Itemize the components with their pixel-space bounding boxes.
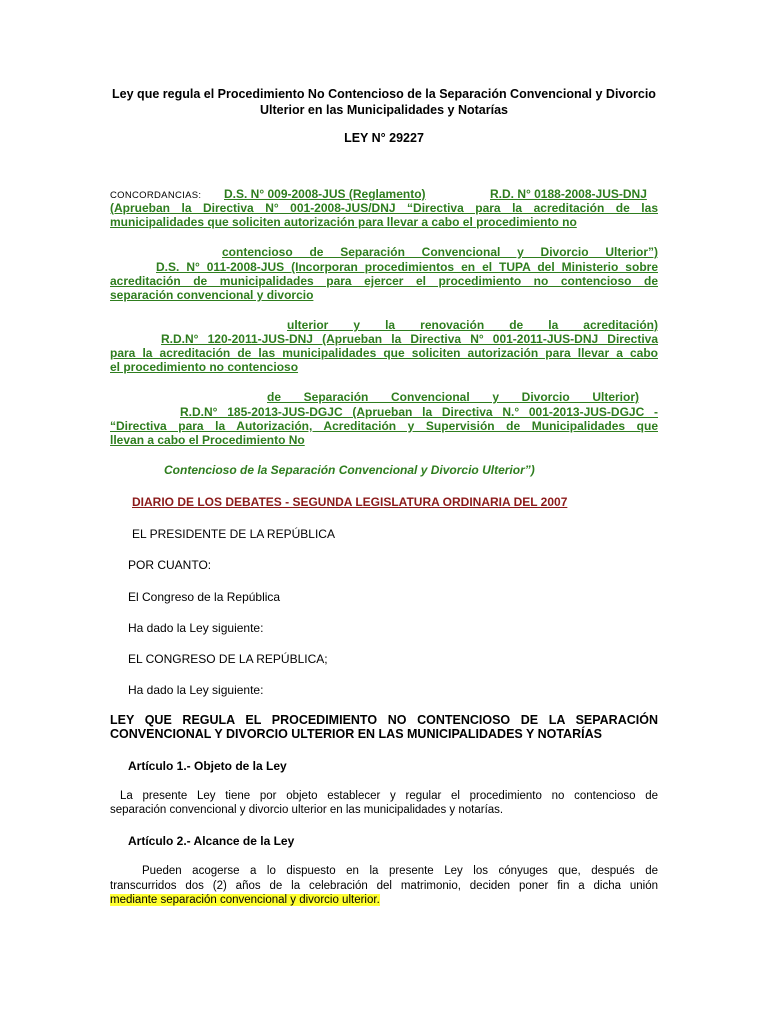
article-2-line3-highlighted: mediante separación convencional y divorcio ulterior. — [110, 894, 380, 906]
article-2-heading: Artículo 2.- Alcance de la Ley — [128, 834, 295, 848]
concordancia-link-rdn-120-line1[interactable]: R.D.N° 120-2011-JUS-DNJ (Aprueban la Directiva N° 001-2011-JUS-DNJ Directiva — [161, 332, 658, 346]
presidente-heading: EL PRESIDENTE DE LA REPÚBLICA — [132, 527, 335, 541]
article-1-line1: La presente Ley tiene por objeto establecer y regular el procedimiento no contencioso de — [120, 790, 658, 802]
concordancia-link-rdn-120-line2[interactable]: para la acreditación de las municipalidades que soliciten autorización para llevar a cabo — [110, 346, 658, 360]
ha-dado-la-ley-2: Ha dado la Ley siguiente: — [128, 683, 264, 697]
diario-debates-link[interactable]: DIARIO DE LOS DEBATES - SEGUNDA LEGISLATURA ORDINARIA DEL 2007 — [132, 495, 568, 509]
concordancia-link-rd-0188-line4[interactable]: contencioso de Separación Convencional y Divorcio Ulterior”) — [222, 245, 658, 259]
concordancia-link-rdn-120-line3[interactable]: el procedimiento no contencioso — [110, 360, 299, 374]
concordancia-link-rdn-185-line4[interactable]: Contencioso de la Separación Convencional y Divorcio Ulterior”) — [164, 463, 535, 477]
concordancia-link-rdn-185-line1[interactable]: R.D.N° 185-2013-JUS-DGJC (Aprueban la Directiva N.° 001-2013-JUS-DGJC - — [180, 405, 658, 419]
ha-dado-la-ley-1: Ha dado la Ley siguiente: — [128, 621, 264, 635]
concordancia-link-ds-009[interactable]: D.S. N° 009-2008-JUS (Reglamento) — [224, 187, 426, 201]
law-number: LEY N° 29227 — [344, 131, 424, 145]
article-2-line2: transcurridos dos (2) años de la celebración del matrimonio, deciden poner fin a dicha unión — [110, 880, 658, 892]
article-2-line3-container — [110, 893, 658, 908]
article-1-heading: Artículo 1.- Objeto de la Ley — [128, 759, 287, 773]
concordancia-link-rd-0188-line2[interactable]: (Aprueban la Directiva N° 001-2008-JUS/DNJ “Directiva para la acreditación de las — [110, 201, 658, 215]
concordancia-link-ds-011-line4[interactable]: ulterior y la renovación de la acreditación) — [287, 318, 658, 332]
concordancias-label: CONCORDANCIAS: — [110, 190, 202, 201]
article-1-line2: separación convencional y divorcio ulterior en las municipalidades y notarías. — [110, 804, 504, 816]
por-cuanto: POR CUANTO: — [128, 558, 212, 572]
concordancia-link-rdn-185-line3[interactable]: llevan a cabo el Procedimiento No — [110, 433, 305, 447]
concordancia-link-rdn-185-line2[interactable]: “Directiva para la Autorización, Acreditación y Supervisión de Municipalidades que — [110, 419, 658, 433]
congreso-caps: EL CONGRESO DE LA REPÚBLICA; — [128, 652, 328, 666]
concordancia-link-rdn-120-line4[interactable]: de Separación Convencional y Divorcio Ulterior) — [267, 390, 639, 404]
concordancia-link-ds-011-line2[interactable]: acreditación de municipalidades para ejercer el procedimiento no contencioso de — [110, 274, 658, 288]
concordancia-link-rd-0188-line3[interactable]: municipalidades que soliciten autorización para llevar a cabo el procedimiento no — [110, 215, 577, 229]
law-heading-line2: CONVENCIONAL Y DIVORCIO ULTERIOR EN LAS MUNICIPALIDADES Y NOTARÍAS — [110, 727, 602, 741]
document-title: Ley que regula el Procedimiento No Contencioso de la Separación Convencional y Divorcio Ulterior en las Municipalidades y Notarías — [112, 87, 656, 117]
article-2-line1: Pueden acogerse a lo dispuesto en la presente Ley los cónyuges que, después de — [142, 865, 658, 877]
law-heading-line1: LEY QUE REGULA EL PROCEDIMIENTO NO CONTENCIOSO DE LA SEPARACIÓN — [110, 713, 658, 727]
concordancia-link-ds-011-line3[interactable]: separación convencional y divorcio — [110, 288, 314, 302]
concordancias-line1 — [110, 187, 658, 201]
congreso-text: El Congreso de la República — [128, 590, 281, 604]
concordancia-link-ds-011-line1[interactable]: D.S. N° 011-2008-JUS (Incorporan procedimientos en el TUPA del Ministerio sobre — [156, 260, 658, 274]
concordancia-link-rd-0188[interactable]: R.D. N° 0188-2008-JUS-DNJ — [490, 187, 647, 201]
